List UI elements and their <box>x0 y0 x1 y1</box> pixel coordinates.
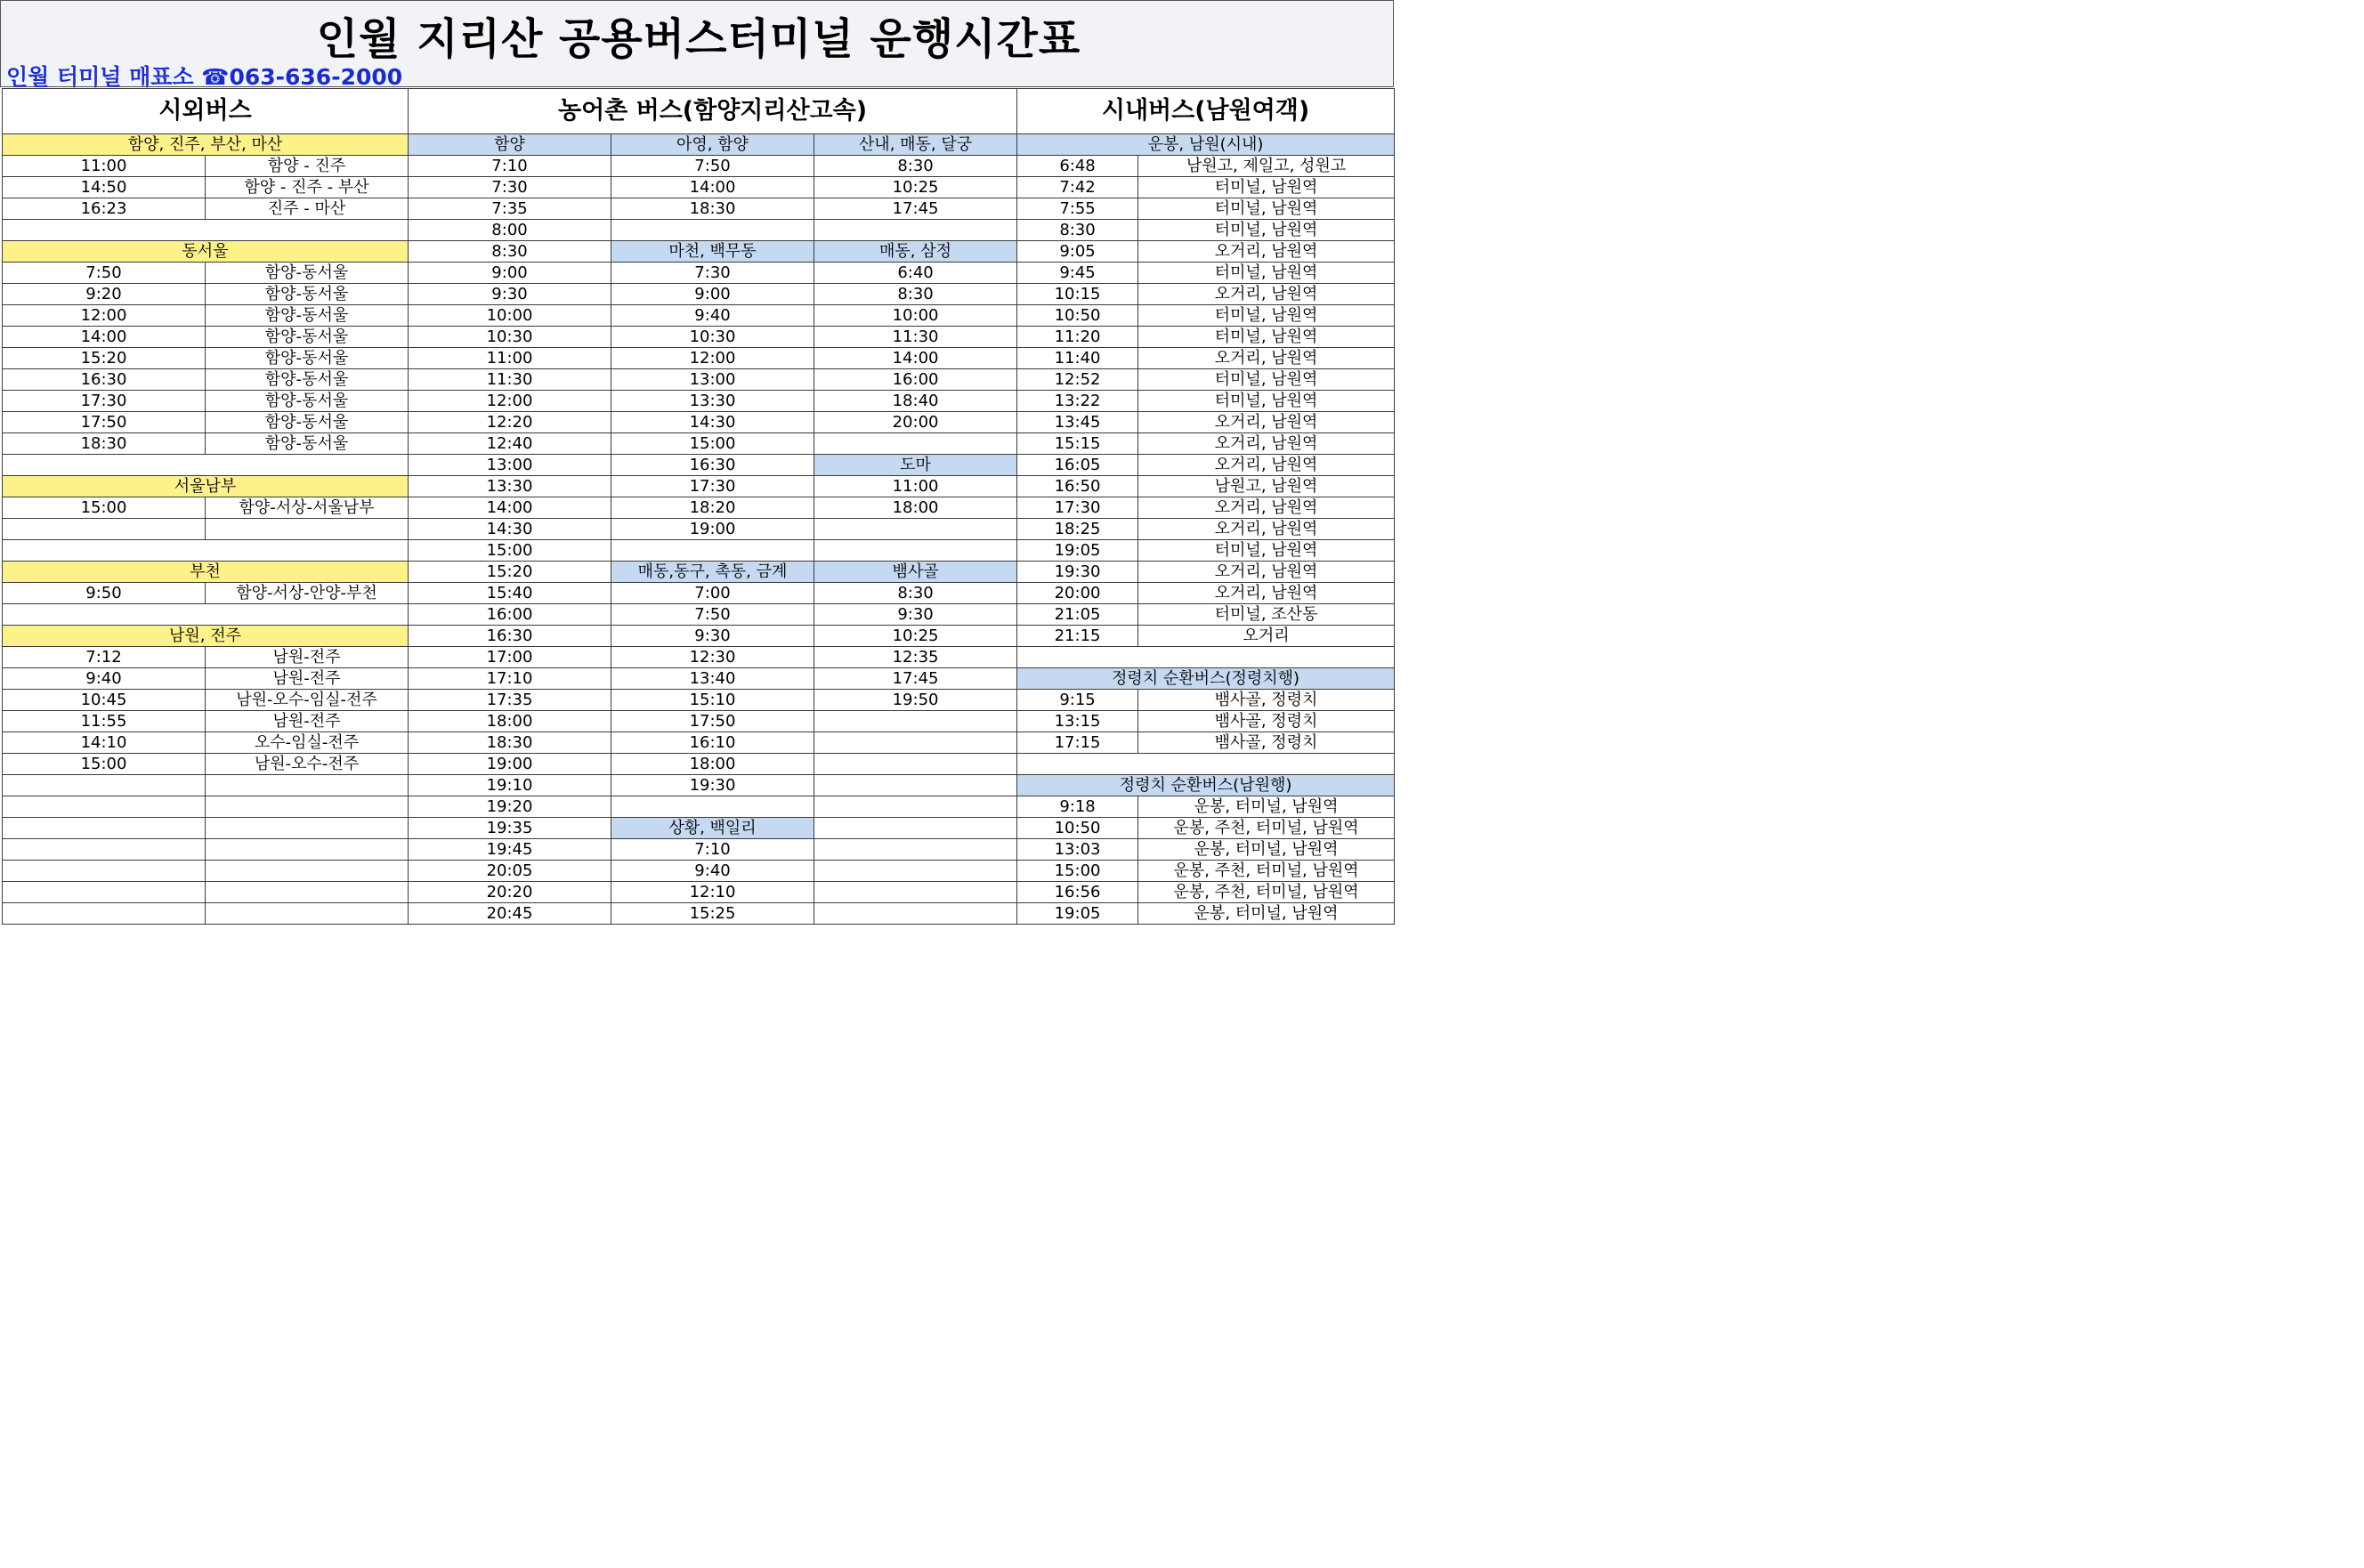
table-cell: 터미널, 남원역 <box>1138 391 1395 412</box>
table-cell: 13:45 <box>1017 412 1138 433</box>
table-row <box>3 540 1395 562</box>
table-cell <box>814 519 1017 540</box>
table-cell: 진주 - 마산 <box>206 198 409 220</box>
table-cell: 남원-전주 <box>206 668 409 690</box>
table-cell <box>3 818 206 839</box>
table-row <box>3 241 1395 263</box>
table-cell: 13:03 <box>1017 839 1138 861</box>
table-cell: 18:30 <box>3 433 206 455</box>
header-banner <box>0 0 1394 90</box>
table-cell: 13:00 <box>409 455 611 476</box>
table-cell: 터미널, 남원역 <box>1138 177 1395 198</box>
table-cell: 8:00 <box>409 220 611 241</box>
table-cell: 12:40 <box>409 433 611 455</box>
table-row <box>3 391 1395 412</box>
table-row <box>3 583 1395 604</box>
table-cell: 16:50 <box>1017 476 1138 497</box>
table-cell: 운봉, 주천, 터미널, 남원역 <box>1138 882 1395 903</box>
table-cell: 함양-동서울 <box>206 348 409 369</box>
table-cell: 10:30 <box>409 327 611 348</box>
table-cell <box>1017 647 1395 668</box>
table-row <box>3 198 1395 220</box>
table-cell: 오거리, 남원역 <box>1138 497 1395 519</box>
table-cell: 17:30 <box>611 476 814 497</box>
table-cell <box>206 839 409 861</box>
table-cell: 13:15 <box>1017 711 1138 732</box>
table-cell: 7:55 <box>1017 198 1138 220</box>
route-header-cell: 매동,동구, 촉동, 금계 <box>611 562 814 583</box>
route-header-cell: 상황, 백일리 <box>611 818 814 839</box>
table-cell: 19:50 <box>814 690 1017 711</box>
route-header-cell: 산내, 매동, 달궁 <box>814 134 1017 156</box>
table-cell: 함양-서상-서울남부 <box>206 497 409 519</box>
table-cell: 15:20 <box>409 562 611 583</box>
table-cell: 운봉, 터미널, 남원역 <box>1138 839 1395 861</box>
table-cell: 16:30 <box>611 455 814 476</box>
route-header-cell: 서울남부 <box>3 476 409 497</box>
table-cell: 11:30 <box>409 369 611 391</box>
table-cell: 9:00 <box>611 284 814 305</box>
table-cell: 터미널, 남원역 <box>1138 369 1395 391</box>
table-cell: 터미널, 남원역 <box>1138 305 1395 327</box>
table-cell: 18:40 <box>814 391 1017 412</box>
table-cell: 함양-동서울 <box>206 433 409 455</box>
table-cell: 9:30 <box>814 604 1017 626</box>
section-intercity-bus: 시외버스 <box>3 89 409 134</box>
table-cell: 운봉, 주천, 터미널, 남원역 <box>1138 818 1395 839</box>
table-cell: 19:45 <box>409 839 611 861</box>
table-cell: 20:20 <box>409 882 611 903</box>
table-cell: 터미널, 조산동 <box>1138 604 1395 626</box>
table-cell: 10:30 <box>611 327 814 348</box>
table-row <box>3 455 1395 476</box>
table-cell <box>3 903 206 925</box>
table-cell <box>206 796 409 818</box>
table-cell: 17:45 <box>814 198 1017 220</box>
route-header-cell: 동서울 <box>3 241 409 263</box>
table-cell: 9:30 <box>409 284 611 305</box>
table-row <box>3 775 1395 796</box>
table-row <box>3 433 1395 455</box>
table-cell: 뱀사골, 정령치 <box>1138 690 1395 711</box>
table-cell: 16:00 <box>814 369 1017 391</box>
table-cell: 18:00 <box>409 711 611 732</box>
route-header-cell: 운봉, 남원(시내) <box>1017 134 1395 156</box>
table-cell: 터미널, 남원역 <box>1138 263 1395 284</box>
table-cell: 터미널, 남원역 <box>1138 198 1395 220</box>
table-cell <box>814 882 1017 903</box>
route-header-cell: 정령치 순환버스(남원행) <box>1017 775 1395 796</box>
route-header-cell: 함양 <box>409 134 611 156</box>
section-header-row <box>3 89 1395 134</box>
timetable-table <box>2 88 1395 925</box>
table-row <box>3 263 1395 284</box>
table-cell: 21:15 <box>1017 626 1138 647</box>
table-cell <box>206 818 409 839</box>
table-cell: 17:50 <box>611 711 814 732</box>
table-cell: 12:30 <box>611 647 814 668</box>
table-cell <box>814 796 1017 818</box>
table-cell: 15:40 <box>409 583 611 604</box>
table-cell: 7:12 <box>3 647 206 668</box>
route-header-cell: 함양, 진주, 부산, 마산 <box>3 134 409 156</box>
table-cell: 함양-서상-안양-부천 <box>206 583 409 604</box>
table-cell <box>814 433 1017 455</box>
table-cell: 16:30 <box>409 626 611 647</box>
table-cell: 함양-동서울 <box>206 263 409 284</box>
table-cell: 20:45 <box>409 903 611 925</box>
table-cell: 11:00 <box>814 476 1017 497</box>
table-cell: 16:00 <box>409 604 611 626</box>
table-cell: 오거리, 남원역 <box>1138 412 1395 433</box>
table-cell: 9:40 <box>611 305 814 327</box>
table-row <box>3 497 1395 519</box>
table-row <box>3 861 1395 882</box>
table-cell: 터미널, 남원역 <box>1138 540 1395 562</box>
table-cell: 12:52 <box>1017 369 1138 391</box>
table-cell: 오수-임실-전주 <box>206 732 409 754</box>
table-cell: 오거리, 남원역 <box>1138 241 1395 263</box>
table-cell: 6:48 <box>1017 156 1138 177</box>
table-cell: 7:30 <box>611 263 814 284</box>
table-cell <box>206 519 409 540</box>
table-cell: 7:10 <box>611 839 814 861</box>
table-cell: 함양-동서울 <box>206 369 409 391</box>
table-cell: 남원-오수-전주 <box>206 754 409 775</box>
table-cell: 12:00 <box>3 305 206 327</box>
table-cell: 8:30 <box>814 284 1017 305</box>
table-cell: 10:00 <box>409 305 611 327</box>
table-cell: 14:50 <box>3 177 206 198</box>
table-cell: 16:10 <box>611 732 814 754</box>
table-cell <box>814 732 1017 754</box>
table-cell: 8:30 <box>409 241 611 263</box>
table-row <box>3 327 1395 348</box>
table-cell: 13:22 <box>1017 391 1138 412</box>
table-cell <box>1017 754 1395 775</box>
table-cell <box>3 604 409 626</box>
table-row <box>3 626 1395 647</box>
table-row <box>3 711 1395 732</box>
table-cell: 11:55 <box>3 711 206 732</box>
table-cell: 16:30 <box>3 369 206 391</box>
table-cell: 9:15 <box>1017 690 1138 711</box>
table-cell: 11:00 <box>3 156 206 177</box>
table-cell: 19:20 <box>409 796 611 818</box>
table-row <box>3 519 1395 540</box>
table-cell: 9:40 <box>611 861 814 882</box>
table-cell: 8:30 <box>814 156 1017 177</box>
table-cell: 18:25 <box>1017 519 1138 540</box>
table-cell: 19:00 <box>409 754 611 775</box>
table-cell: 17:50 <box>3 412 206 433</box>
table-cell: 7:50 <box>3 263 206 284</box>
table-cell: 19:05 <box>1017 540 1138 562</box>
table-cell: 17:30 <box>3 391 206 412</box>
table-cell: 함양-동서울 <box>206 327 409 348</box>
table-cell: 9:40 <box>3 668 206 690</box>
table-cell: 18:20 <box>611 497 814 519</box>
table-cell: 6:40 <box>814 263 1017 284</box>
table-cell: 17:15 <box>1017 732 1138 754</box>
table-cell: 함양-동서울 <box>206 412 409 433</box>
table-cell: 남원-전주 <box>206 647 409 668</box>
table-cell <box>814 711 1017 732</box>
table-cell: 7:35 <box>409 198 611 220</box>
table-cell: 15:10 <box>611 690 814 711</box>
table-cell <box>206 861 409 882</box>
table-cell: 14:00 <box>814 348 1017 369</box>
table-cell: 15:25 <box>611 903 814 925</box>
table-row <box>3 839 1395 861</box>
table-cell: 18:30 <box>409 732 611 754</box>
route-header-cell: 매동, 삼정 <box>814 241 1017 263</box>
table-cell: 남원-오수-임실-전주 <box>206 690 409 711</box>
table-cell: 13:30 <box>409 476 611 497</box>
table-cell: 10:00 <box>814 305 1017 327</box>
table-cell <box>3 519 206 540</box>
table-cell: 9:00 <box>409 263 611 284</box>
table-cell: 17:30 <box>1017 497 1138 519</box>
table-cell: 7:50 <box>611 604 814 626</box>
table-cell: 20:05 <box>409 861 611 882</box>
table-cell: 19:05 <box>1017 903 1138 925</box>
table-cell: 20:00 <box>814 412 1017 433</box>
table-cell: 7:00 <box>611 583 814 604</box>
table-cell: 10:45 <box>3 690 206 711</box>
table-cell <box>3 839 206 861</box>
table-cell: 11:40 <box>1017 348 1138 369</box>
table-cell <box>814 540 1017 562</box>
table-cell <box>3 796 206 818</box>
table-row <box>3 305 1395 327</box>
table-cell: 10:50 <box>1017 305 1138 327</box>
table-cell: 10:50 <box>1017 818 1138 839</box>
table-row <box>3 134 1395 156</box>
table-cell: 21:05 <box>1017 604 1138 626</box>
table-cell: 11:30 <box>814 327 1017 348</box>
table-cell: 18:00 <box>611 754 814 775</box>
table-row <box>3 647 1395 668</box>
table-cell <box>3 861 206 882</box>
table-cell: 13:30 <box>611 391 814 412</box>
table-row <box>3 369 1395 391</box>
table-row <box>3 732 1395 754</box>
table-cell: 18:30 <box>611 198 814 220</box>
section-city-bus: 시내버스(남원여객) <box>1017 89 1395 134</box>
table-cell: 17:00 <box>409 647 611 668</box>
table-cell: 8:30 <box>1017 220 1138 241</box>
table-cell: 터미널, 남원역 <box>1138 327 1395 348</box>
table-cell <box>3 455 409 476</box>
table-row <box>3 562 1395 583</box>
table-cell: 12:20 <box>409 412 611 433</box>
route-header-cell: 마천, 백무동 <box>611 241 814 263</box>
table-cell: 14:00 <box>409 497 611 519</box>
table-cell <box>3 775 206 796</box>
table-cell: 16:23 <box>3 198 206 220</box>
table-cell: 15:00 <box>611 433 814 455</box>
table-cell <box>206 775 409 796</box>
table-cell: 15:20 <box>3 348 206 369</box>
table-cell <box>611 796 814 818</box>
route-header-cell: 아영, 함양 <box>611 134 814 156</box>
table-cell: 9:05 <box>1017 241 1138 263</box>
table-cell: 남원고, 제일고, 성원고 <box>1138 156 1395 177</box>
table-row <box>3 690 1395 711</box>
table-cell: 9:45 <box>1017 263 1138 284</box>
table-cell: 7:42 <box>1017 177 1138 198</box>
table-cell: 남원-전주 <box>206 711 409 732</box>
table-cell: 14:00 <box>611 177 814 198</box>
table-cell: 17:35 <box>409 690 611 711</box>
section-rural-bus: 농어촌 버스(함양지리산고속) <box>409 89 1017 134</box>
table-cell: 19:10 <box>409 775 611 796</box>
table-cell: 함양 - 진주 - 부산 <box>206 177 409 198</box>
table-row <box>3 903 1395 925</box>
route-header-cell: 도마 <box>814 455 1017 476</box>
table-cell: 함양-동서울 <box>206 391 409 412</box>
table-cell <box>3 540 409 562</box>
table-cell: 10:25 <box>814 177 1017 198</box>
table-cell <box>611 540 814 562</box>
table-cell: 12:35 <box>814 647 1017 668</box>
table-cell: 14:30 <box>611 412 814 433</box>
table-row <box>3 156 1395 177</box>
table-cell: 9:18 <box>1017 796 1138 818</box>
table-cell: 오거리, 남원역 <box>1138 348 1395 369</box>
route-header-cell: 부천 <box>3 562 409 583</box>
table-cell: 9:50 <box>3 583 206 604</box>
table-cell: 오거리 <box>1138 626 1395 647</box>
route-header-cell: 뱀사골 <box>814 562 1017 583</box>
table-cell: 19:35 <box>409 818 611 839</box>
table-cell: 17:10 <box>409 668 611 690</box>
table-cell: 함양 - 진주 <box>206 156 409 177</box>
table-cell: 오거리, 남원역 <box>1138 433 1395 455</box>
table-cell: 14:10 <box>3 732 206 754</box>
table-cell: 13:40 <box>611 668 814 690</box>
table-cell: 오거리, 남원역 <box>1138 562 1395 583</box>
table-row <box>3 476 1395 497</box>
table-cell: 15:15 <box>1017 433 1138 455</box>
table-cell: 뱀사골, 정령치 <box>1138 711 1395 732</box>
table-cell: 15:00 <box>3 754 206 775</box>
table-cell: 오거리, 남원역 <box>1138 519 1395 540</box>
table-cell: 12:00 <box>611 348 814 369</box>
table-row <box>3 177 1395 198</box>
table-cell: 12:10 <box>611 882 814 903</box>
table-cell <box>814 903 1017 925</box>
table-cell: 15:00 <box>3 497 206 519</box>
table-row <box>3 818 1395 839</box>
table-cell: 운봉, 터미널, 남원역 <box>1138 903 1395 925</box>
table-cell: 19:30 <box>611 775 814 796</box>
ticket-office-phone: 인월 터미널 매표소 ☎063-636-2000 <box>6 64 403 90</box>
table-cell <box>814 220 1017 241</box>
table-cell <box>206 903 409 925</box>
table-cell: 7:10 <box>409 156 611 177</box>
table-cell: 14:00 <box>3 327 206 348</box>
table-cell: 8:30 <box>814 583 1017 604</box>
table-row <box>3 754 1395 775</box>
table-cell: 17:45 <box>814 668 1017 690</box>
table-cell: 19:30 <box>1017 562 1138 583</box>
table-cell: 10:25 <box>814 626 1017 647</box>
table-row <box>3 284 1395 305</box>
route-header-cell: 정령치 순환버스(정령치행) <box>1017 668 1395 690</box>
table-cell: 오거리, 남원역 <box>1138 583 1395 604</box>
table-cell: 15:00 <box>1017 861 1138 882</box>
table-cell <box>611 220 814 241</box>
table-cell: 16:56 <box>1017 882 1138 903</box>
table-cell: 뱀사골, 정령치 <box>1138 732 1395 754</box>
table-cell: 운봉, 주천, 터미널, 남원역 <box>1138 861 1395 882</box>
table-cell: 함양-동서울 <box>206 284 409 305</box>
page-title: 인월 지리산 공용버스터미널 운행시간표 <box>316 14 1081 64</box>
route-header-cell: 남원, 전주 <box>3 626 409 647</box>
table-cell: 18:00 <box>814 497 1017 519</box>
table-row <box>3 668 1395 690</box>
table-cell: 14:30 <box>409 519 611 540</box>
timetable-sheet <box>0 0 1396 929</box>
table-cell <box>814 818 1017 839</box>
table-cell <box>814 861 1017 882</box>
table-cell: 11:00 <box>409 348 611 369</box>
table-row <box>3 220 1395 241</box>
table-cell <box>814 754 1017 775</box>
table-cell: 19:00 <box>611 519 814 540</box>
table-cell: 16:05 <box>1017 455 1138 476</box>
table-cell: 9:30 <box>611 626 814 647</box>
table-cell: 7:50 <box>611 156 814 177</box>
table-cell <box>814 775 1017 796</box>
table-cell: 오거리, 남원역 <box>1138 284 1395 305</box>
table-cell: 오거리, 남원역 <box>1138 455 1395 476</box>
table-cell: 함양-동서울 <box>206 305 409 327</box>
table-row <box>3 796 1395 818</box>
table-row <box>3 348 1395 369</box>
table-cell: 20:00 <box>1017 583 1138 604</box>
table-row <box>3 412 1395 433</box>
table-cell: 10:15 <box>1017 284 1138 305</box>
table-cell: 남원고, 남원역 <box>1138 476 1395 497</box>
table-cell: 9:20 <box>3 284 206 305</box>
table-cell <box>3 882 206 903</box>
table-row <box>3 604 1395 626</box>
table-cell: 7:30 <box>409 177 611 198</box>
table-row <box>3 882 1395 903</box>
table-cell: 13:00 <box>611 369 814 391</box>
table-cell <box>814 839 1017 861</box>
table-cell: 터미널, 남원역 <box>1138 220 1395 241</box>
table-cell: 15:00 <box>409 540 611 562</box>
table-cell: 12:00 <box>409 391 611 412</box>
table-cell: 11:20 <box>1017 327 1138 348</box>
table-cell <box>3 220 409 241</box>
table-cell <box>206 882 409 903</box>
table-cell: 운봉, 터미널, 남원역 <box>1138 796 1395 818</box>
